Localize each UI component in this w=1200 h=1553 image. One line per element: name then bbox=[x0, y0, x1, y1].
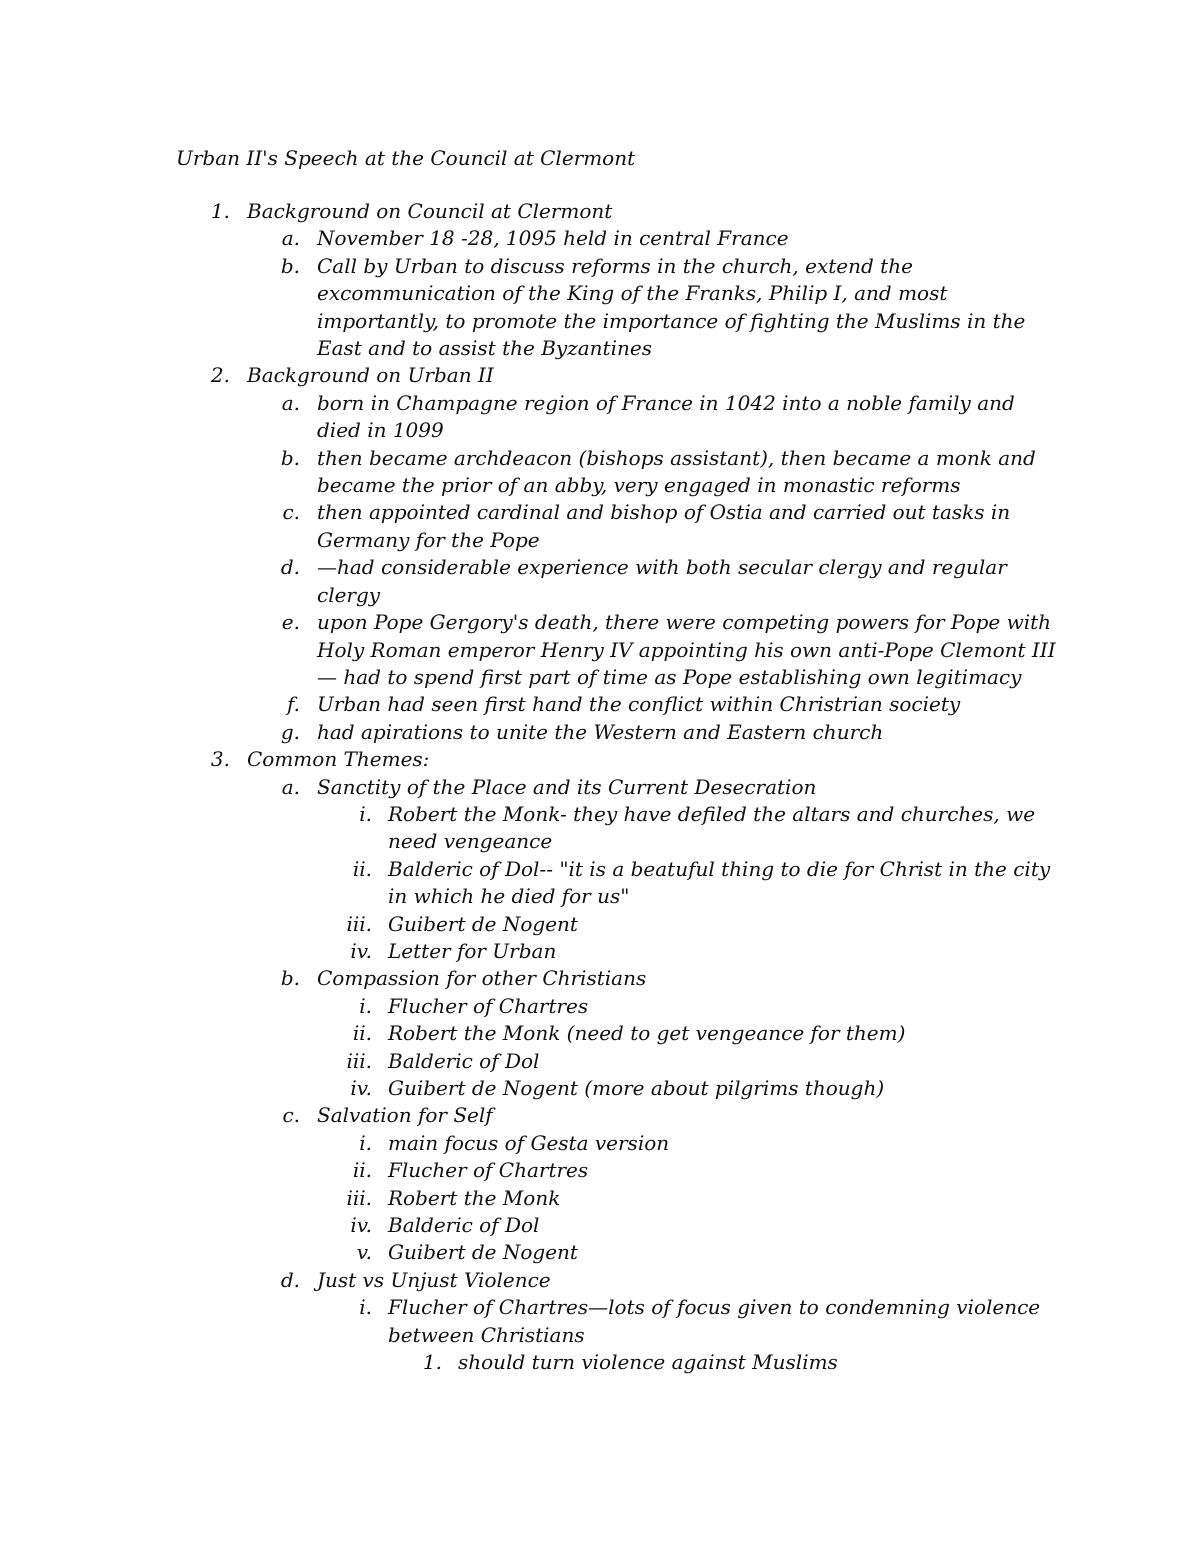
outline-item-text: Flucher of Chartres—lots of focus given to condemning violence bbox=[388, 1295, 1041, 1320]
outline-item-text: Urban had seen first hand the conflict within Christrian society bbox=[317, 692, 961, 717]
outline-marker: b. bbox=[280, 966, 300, 991]
outline-item-text: Call by Urban to discuss reforms in the church, extend the bbox=[317, 253, 913, 278]
outline-item-text: Robert the Monk bbox=[388, 1185, 561, 1210]
outline-item-level-3 bbox=[0, 1075, 1200, 1102]
outline-item-text: had apirations to unite the Western and Eastern church bbox=[317, 719, 884, 744]
outline-item-text: Balderic of Dol-- "it is a beatuful thing to die for Christ in the city bbox=[388, 856, 1051, 881]
outline-item-text: Germany for the Pope bbox=[317, 527, 540, 552]
outline-marker: g. bbox=[280, 719, 300, 744]
outline-marker: iii. bbox=[346, 1048, 372, 1073]
outline-item-level-2 bbox=[0, 253, 1200, 363]
outline-item-text: upon Pope Gergory's death, there were competing powers for Pope with bbox=[317, 610, 1052, 635]
outline-marker: d. bbox=[280, 555, 300, 580]
outline-item-level-2 bbox=[0, 225, 1200, 252]
outline-item-text: between Christians bbox=[388, 1322, 585, 1347]
outline-marker: ii. bbox=[352, 1021, 372, 1046]
outline-marker: i. bbox=[359, 1295, 372, 1320]
outline-item-text: Salvation for Self bbox=[317, 1103, 493, 1128]
outline-item-level-2 bbox=[0, 965, 1200, 992]
outline-marker: iv. bbox=[350, 1076, 372, 1100]
outline-marker: 1. bbox=[422, 1350, 442, 1375]
outline-item-text: Common Themes: bbox=[247, 747, 430, 772]
outline-item-level-1 bbox=[0, 198, 1200, 225]
outline-item-level-2 bbox=[0, 719, 1200, 746]
outline-marker: d. bbox=[280, 1267, 300, 1292]
outline-item-level-3 bbox=[0, 1157, 1200, 1184]
outline-item-level-3 bbox=[0, 1294, 1200, 1349]
outline-item-text: then appointed cardinal and bishop of Ostia and carried out tasks in bbox=[317, 500, 1011, 525]
outline-item-text: Background on Urban II bbox=[247, 363, 494, 388]
outline-marker: b. bbox=[280, 253, 300, 278]
document-title: Urban II's Speech at the Council at Clermont bbox=[176, 146, 636, 170]
outline-item-level-2 bbox=[0, 445, 1200, 500]
outline-item-text: Letter for Urban bbox=[388, 938, 557, 963]
outline-item-level-4 bbox=[0, 1349, 1200, 1376]
outline-marker: a. bbox=[281, 774, 300, 799]
outline-item-text: Guibert de Nogent bbox=[388, 911, 578, 936]
outline-marker: c. bbox=[282, 1103, 300, 1128]
outline-marker: e. bbox=[281, 610, 300, 635]
outline-marker: a. bbox=[281, 390, 300, 415]
outline-item-text: —had considerable experience with both secular clergy and regular bbox=[317, 555, 1007, 580]
outline-item-level-3 bbox=[0, 1048, 1200, 1075]
outline-item-level-1 bbox=[0, 746, 1200, 773]
outline-item-text: Sanctity of the Place and its Current Desecration bbox=[317, 774, 817, 799]
outline-item-level-2 bbox=[0, 609, 1200, 691]
outline-item-level-3 bbox=[0, 801, 1200, 856]
outline-item-text: became the prior of an abby, very engaged in monastic reforms bbox=[317, 473, 961, 498]
outline-item-level-3 bbox=[0, 1130, 1200, 1157]
outline-item-text: Flucher of Chartres bbox=[388, 1158, 589, 1183]
outline-item-level-3 bbox=[0, 1020, 1200, 1047]
outline-item-text: need vengeance bbox=[388, 829, 553, 854]
outline-item-level-3 bbox=[0, 1185, 1200, 1212]
outline-marker: 2. bbox=[210, 363, 230, 388]
outline-marker: i. bbox=[359, 1130, 372, 1155]
outline-item-text: Background on Council at Clermont bbox=[247, 199, 613, 223]
outline-item-text: excommunication of the King of the Franks, Philip I, and most bbox=[317, 281, 948, 306]
outline-marker: iii. bbox=[346, 1185, 372, 1210]
outline-item-text: main focus of Gesta version bbox=[388, 1130, 670, 1155]
outline-item-text: Robert the Monk (need to get vengeance for them) bbox=[388, 1021, 906, 1046]
outline-item-text: died in 1099 bbox=[317, 418, 444, 443]
outline-marker: 3. bbox=[210, 747, 230, 772]
outline-item-level-3 bbox=[0, 911, 1200, 938]
outline-item-text: East and to assist the Byzantines bbox=[317, 336, 652, 361]
outline-item-text: Balderic of Dol bbox=[388, 1048, 540, 1073]
outline-item-level-1 bbox=[0, 362, 1200, 389]
outline-item-level-3 bbox=[0, 993, 1200, 1020]
outline-marker: c. bbox=[282, 500, 300, 525]
outline-item-level-2 bbox=[0, 554, 1200, 609]
outline-item-text: importantly, to promote the importance of fighting the Muslims in the bbox=[317, 308, 1026, 333]
outline-marker: b. bbox=[280, 445, 300, 470]
outline-item-text: Guibert de Nogent (more about pilgrims though) bbox=[388, 1076, 885, 1100]
outline-item-level-3 bbox=[0, 856, 1200, 911]
outline-item-level-2 bbox=[0, 691, 1200, 718]
outline-marker: f. bbox=[286, 692, 300, 717]
outline-item-level-3 bbox=[0, 1212, 1200, 1239]
outline-item-text: Just vs Unjust Violence bbox=[317, 1267, 551, 1292]
outline-marker: iv. bbox=[350, 1213, 372, 1238]
outline-marker: iv. bbox=[350, 938, 372, 963]
outline-item-level-3 bbox=[0, 938, 1200, 965]
outline-item-level-2 bbox=[0, 1102, 1200, 1129]
outline-item-text: born in Champagne region of France in 1042 into a noble family and bbox=[317, 390, 1015, 415]
outline-item-text: Holy Roman emperor Henry IV appointing his own anti-Pope Clemont III bbox=[317, 637, 1056, 662]
outline-item-text: — had to spend first part of time as Pope establishing own legitimacy bbox=[317, 664, 1022, 689]
outline-item-text: should turn violence against Muslims bbox=[458, 1350, 838, 1375]
outline-item-level-2 bbox=[0, 390, 1200, 445]
outline-item-text: November 18 -28, 1095 held in central France bbox=[317, 226, 789, 251]
outline-item-text: Compassion for other Christians bbox=[317, 966, 647, 991]
outline-marker: ii. bbox=[352, 1158, 372, 1183]
outline-marker: i. bbox=[359, 993, 372, 1018]
outline-marker: 1. bbox=[210, 199, 230, 223]
outline-list bbox=[0, 198, 1200, 1376]
outline-marker: v. bbox=[356, 1240, 372, 1265]
outline-item-level-2 bbox=[0, 499, 1200, 554]
outline-marker: i. bbox=[359, 801, 372, 826]
outline-item-text: Flucher of Chartres bbox=[388, 993, 589, 1018]
outline-item-text: in which he died for us" bbox=[388, 884, 630, 909]
outline-marker: ii. bbox=[352, 856, 372, 881]
outline-item-text: Guibert de Nogent bbox=[388, 1240, 578, 1265]
outline-item-text: then became archdeacon (bishops assistant), then became a monk and bbox=[317, 445, 1036, 470]
outline-item-text: Robert the Monk- they have defiled the altars and churches, we bbox=[388, 801, 1036, 826]
outline-item-level-2 bbox=[0, 1267, 1200, 1294]
outline-marker: iii. bbox=[346, 911, 372, 936]
outline-item-level-3 bbox=[0, 1239, 1200, 1266]
outline-item-text: clergy bbox=[317, 582, 381, 607]
outline-item-level-2 bbox=[0, 774, 1200, 801]
outline-marker: a. bbox=[281, 226, 300, 251]
outline-item-text: Balderic of Dol bbox=[388, 1213, 540, 1238]
